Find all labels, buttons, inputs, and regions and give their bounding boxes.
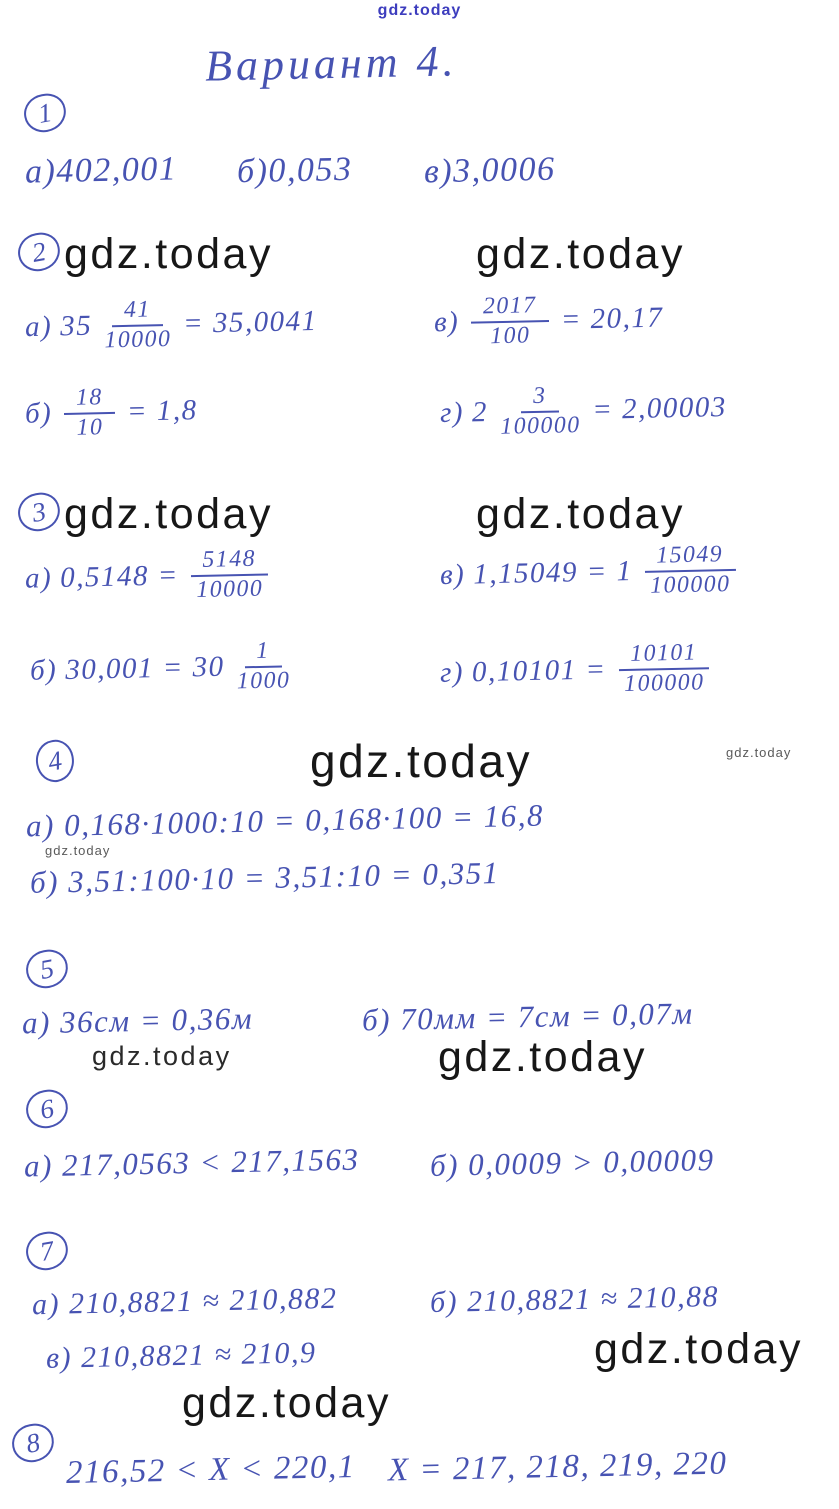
item-result: = 2,00003 [591, 391, 728, 427]
item-label: г) [439, 396, 465, 430]
fraction-denominator: 100000 [649, 571, 731, 600]
item-result: = 20,17 [560, 301, 664, 337]
fraction-numerator: 3 [521, 383, 559, 414]
fraction [236, 637, 291, 696]
problem-2-item-b [24, 382, 198, 443]
item-label: в) [439, 558, 466, 592]
problem-1-item-v: в)3,0006 [423, 150, 556, 191]
fraction [499, 382, 580, 441]
item-label: б) [29, 654, 58, 688]
problem-3-item-a [24, 545, 272, 608]
watermark-problem-7-bottom: gdz.today [182, 1379, 391, 1427]
item-expression: 30,001 = 30 [64, 651, 225, 687]
problem-1-item-a: а)402,001 [24, 150, 178, 191]
problem-4-badge: 4 [33, 737, 78, 785]
fraction-numerator: 2017 [471, 292, 549, 324]
item-label: а) [24, 562, 53, 595]
watermark-problem-3-right: gdz.today [476, 490, 685, 538]
problem-4-item-a: а) 0,168·1000:10 = 0,168·100 = 16,8 [25, 797, 545, 844]
watermark-problem-4-inline: gdz.today [45, 843, 111, 858]
item-result: = 1,8 [126, 394, 198, 429]
fraction [104, 296, 172, 355]
watermark-top: gdz.today [377, 2, 462, 19]
item-label: б) [24, 397, 53, 431]
problem-3-item-b [29, 637, 294, 700]
problem-3-item-v [439, 541, 740, 605]
watermark-problem-5-left: gdz.today [92, 1041, 232, 1071]
fraction-denominator: 10000 [196, 575, 264, 604]
problem-4-item-b: б) 3,51:100·10 = 3,51:10 = 0,351 [29, 855, 500, 900]
problem-6-badge: 6 [23, 1087, 71, 1132]
fraction [64, 384, 116, 443]
problem-5-item-b: б) 70мм = 7см = 0,07м [361, 995, 694, 1038]
fraction [644, 541, 736, 601]
watermark-problem-7-right: gdz.today [594, 1325, 803, 1373]
fraction-numerator: 5148 [190, 546, 268, 578]
problem-5-badge: 5 [23, 947, 71, 992]
fraction [471, 292, 550, 351]
fraction-numerator: 10101 [618, 639, 710, 671]
fraction-numerator: 15049 [644, 541, 736, 573]
problem-7-item-v: в) 210,8821 ≈ 210,9 [45, 1336, 317, 1375]
problem-2-item-g [439, 379, 727, 443]
fraction-denominator: 100000 [500, 412, 581, 441]
problem-2-item-v [433, 290, 664, 352]
problem-8-answer: X = 217, 218, 219, 220 [387, 1445, 728, 1489]
item-label: а) [24, 310, 53, 344]
problem-6-item-a: а) 217,0563 < 217,1563 [23, 1141, 360, 1184]
watermark-problem-4-center: gdz.today [310, 735, 532, 787]
watermark-problem-2-right: gdz.today [476, 230, 685, 278]
fraction-numerator: 18 [64, 384, 115, 415]
item-expression: 1,15049 = 1 [472, 555, 633, 591]
item-label: в) [433, 306, 460, 339]
whole-number: 2 [471, 396, 489, 429]
fraction-denominator: 100 [489, 322, 531, 350]
problem-6-item-b: б) 0,0009 > 0,00009 [429, 1142, 715, 1183]
whole-number: 35 [59, 310, 93, 343]
fraction-denominator: 100000 [623, 669, 705, 698]
problem-7-item-a: а) 210,8821 ≈ 210,882 [31, 1281, 338, 1322]
problem-5-item-a: а) 36см = 0,36м [21, 1000, 254, 1041]
fraction-numerator: 1 [244, 637, 282, 668]
item-label: г) [439, 656, 465, 690]
watermark-problem-5-right: gdz.today [438, 1033, 647, 1081]
problem-3-item-g [439, 639, 714, 702]
fraction [190, 546, 269, 605]
watermark-problem-3-left: gdz.today [64, 490, 273, 538]
watermark-problem-4-corner: gdz.today [726, 745, 792, 760]
fraction-denominator: 1000 [236, 667, 291, 695]
problem-8-badge: 8 [9, 1421, 57, 1466]
problem-2-badge: 2 [15, 230, 63, 275]
watermark-problem-2-left: gdz.today [64, 230, 273, 278]
problem-1-badge: 1 [21, 91, 69, 136]
fraction-denominator: 10 [76, 414, 104, 442]
fraction-denominator: 10000 [104, 326, 172, 354]
problem-3-badge: 3 [15, 490, 63, 535]
fraction [618, 639, 710, 699]
item-result: = 35,0041 [182, 305, 318, 341]
problem-2-item-a [24, 293, 318, 357]
problem-7-item-b: б) 210,8821 ≈ 210,88 [429, 1279, 720, 1320]
item-expression: 0,5148 = [59, 559, 180, 595]
fraction-numerator: 41 [112, 296, 163, 327]
problem-1-item-b: б)0,053 [236, 150, 353, 191]
item-expression: 0,10101 = [471, 653, 607, 689]
problem-8-inequality: 216,52 < X < 220,1 [65, 1448, 357, 1492]
page-title: Вариант 4. [204, 36, 458, 91]
problem-7-badge: 7 [23, 1229, 71, 1274]
